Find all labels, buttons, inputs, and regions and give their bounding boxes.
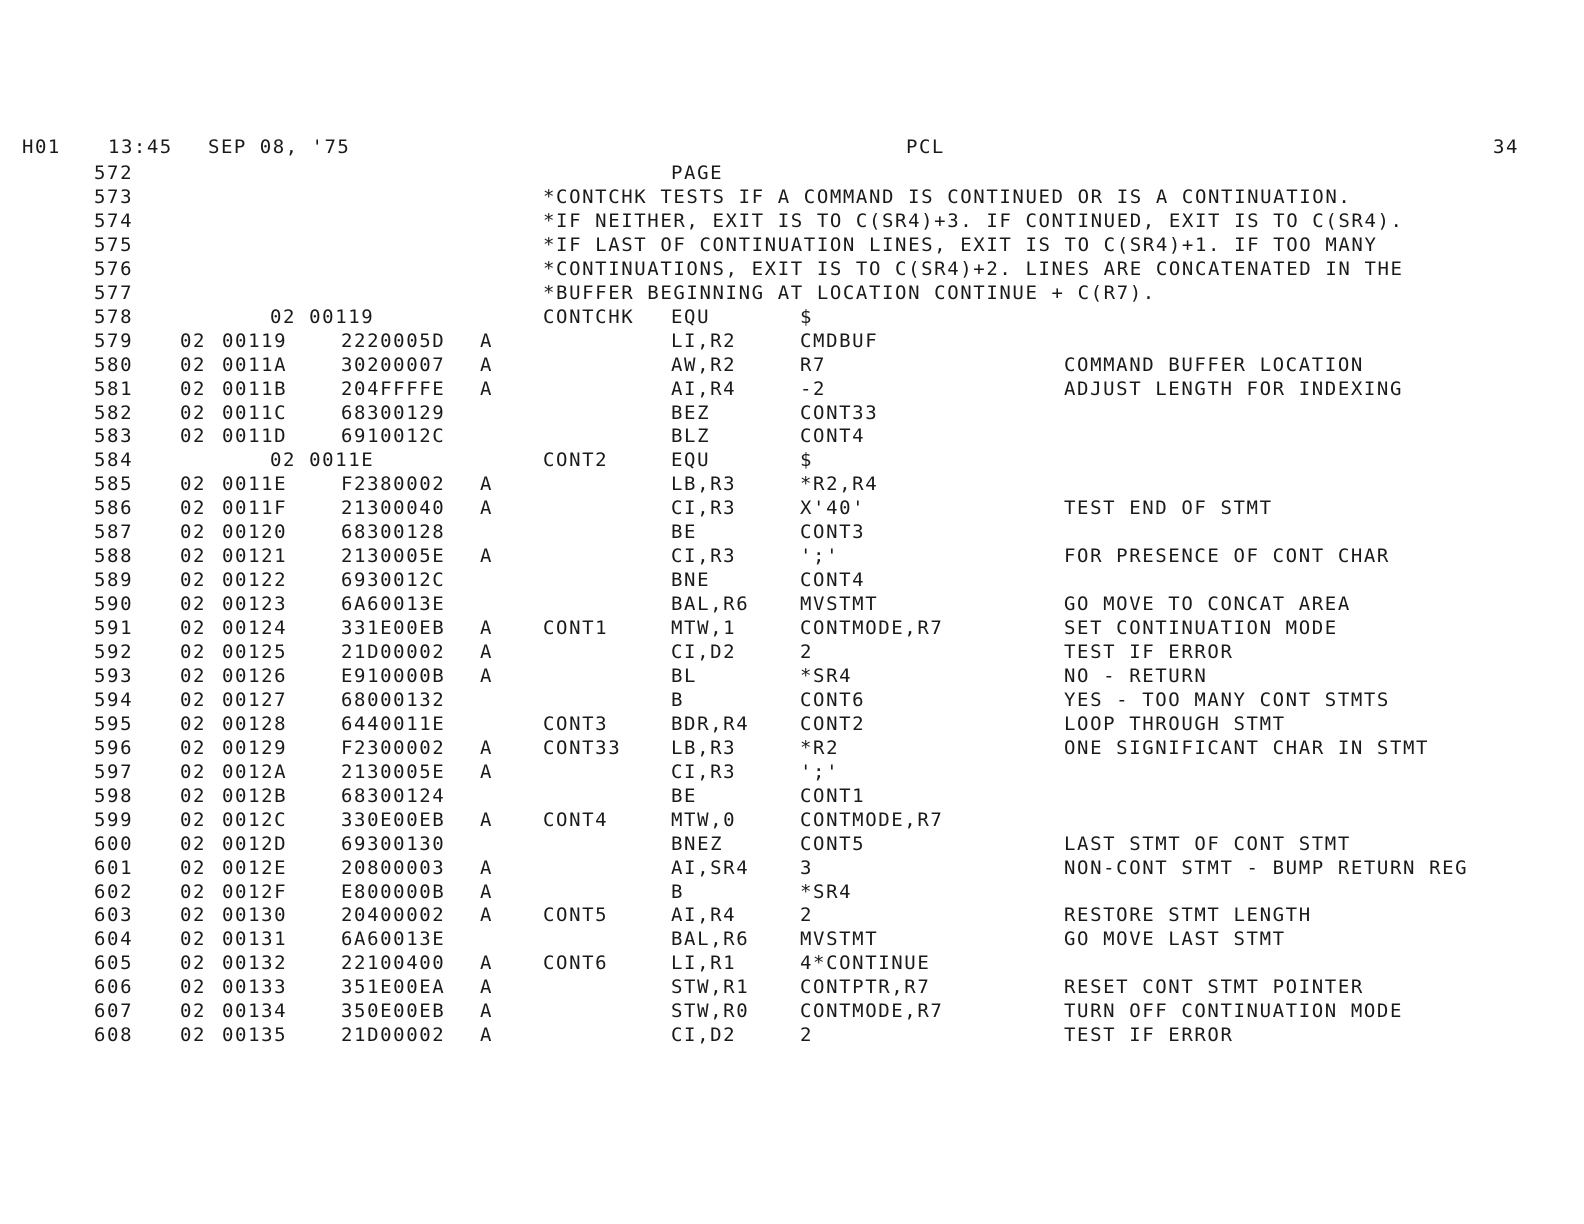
line-number: 585 [94,473,134,495]
listing-line [0,402,1584,425]
line-number: 603 [94,904,134,926]
operand: CONTMODE,R7 [800,617,944,639]
section-number: 02 [180,545,207,567]
relocation-flag: A [480,976,494,998]
operand: ';' [800,545,840,567]
opcode: CI,R3 [671,497,737,519]
address: 00135 [222,1024,288,1046]
listing-line [0,881,1584,904]
address: 00123 [222,593,288,615]
address: 00133 [222,976,288,998]
operand: $ [800,449,814,471]
listing-line [0,689,1584,712]
object-code: 6440011E [341,713,446,735]
section-number: 02 [180,952,207,974]
operand: $ [800,306,814,328]
line-number: 602 [94,881,134,903]
address: 0011A [222,354,288,376]
object-code: 68300129 [341,402,446,424]
line-number: 604 [94,928,134,950]
address: 0011E [222,473,288,495]
listing-line [0,473,1584,496]
object-code: 69300130 [341,833,446,855]
relocation-flag: A [480,809,494,831]
opcode: LB,R3 [671,737,737,759]
line-number: 573 [94,186,134,208]
relocation-flag: A [480,354,494,376]
opcode: PAGE [671,162,724,184]
listing-line [0,282,1584,305]
line-number: 601 [94,857,134,879]
header-id: H01 [22,136,61,158]
relocation-flag: A [480,737,494,759]
opcode: LI,R1 [671,952,737,974]
operand: CONT3 [800,521,866,543]
listing-line [0,928,1584,951]
operand: *SR4 [800,881,853,903]
address: 00124 [222,617,288,639]
comment: ONE SIGNIFICANT CHAR IN STMT [1064,737,1430,759]
label: CONT6 [543,952,609,974]
listing-line [0,785,1584,808]
comment-line: *IF LAST OF CONTINUATION LINES, EXIT IS TO C(SR4)+1. IF TOO MANY [543,234,1378,256]
comment-line: *BUFFER BEGINNING AT LOCATION CONTINUE + C(R7). [543,282,1156,304]
object-code: 6A60013E [341,928,446,950]
section-number: 02 [180,521,207,543]
relocation-flag: A [480,761,494,783]
equate-value: 02 0011E [270,449,375,471]
relocation-flag: A [480,1024,494,1046]
section-number: 02 [180,689,207,711]
opcode: BDR,R4 [671,713,750,735]
line-number: 583 [94,425,134,447]
address: 0012F [222,881,288,903]
section-number: 02 [180,737,207,759]
section-number: 02 [180,378,207,400]
line-number: 586 [94,497,134,519]
address: 00121 [222,545,288,567]
comment-line: *CONTINUATIONS, EXIT IS TO C(SR4)+2. LINES ARE CONCATENATED IN THE [543,258,1404,280]
section-number: 02 [180,569,207,591]
address: 0011D [222,425,288,447]
line-number: 575 [94,234,134,256]
line-number: 587 [94,521,134,543]
comment: RESET CONT STMT POINTER [1064,976,1364,998]
section-number: 02 [180,881,207,903]
operand: CMDBUF [800,330,879,352]
operand: CONT6 [800,689,866,711]
relocation-flag: A [480,545,494,567]
object-code: 21300040 [341,497,446,519]
line-number: 579 [94,330,134,352]
address: 00129 [222,737,288,759]
line-number: 606 [94,976,134,998]
relocation-flag: A [480,330,494,352]
operand: ';' [800,761,840,783]
listing-line [0,569,1584,592]
operand: MVSTMT [800,928,879,950]
line-number: 594 [94,689,134,711]
operand: 2 [800,1024,814,1046]
line-number: 574 [94,210,134,232]
object-code: 68000132 [341,689,446,711]
object-code: 30200007 [341,354,446,376]
object-code: 22100400 [341,952,446,974]
object-code: F2300002 [341,737,446,759]
listing-line [0,904,1584,927]
opcode: BAL,R6 [671,593,750,615]
listing-line [0,306,1584,329]
listing-line [0,1024,1584,1047]
line-number: 590 [94,593,134,615]
listing-line [0,713,1584,736]
opcode: STW,R1 [671,976,750,998]
comment: ADJUST LENGTH FOR INDEXING [1064,378,1404,400]
section-number: 02 [180,857,207,879]
object-code: 331E00EB [341,617,446,639]
operand: CONT2 [800,713,866,735]
section-number: 02 [180,473,207,495]
operand: -2 [800,378,827,400]
section-number: 02 [180,761,207,783]
opcode: MTW,0 [671,809,737,831]
listing-line [0,641,1584,664]
listing-line [0,593,1584,616]
address: 0012B [222,785,288,807]
comment: YES - TOO MANY CONT STMTS [1064,689,1390,711]
label: CONT5 [543,904,609,926]
relocation-flag: A [480,952,494,974]
opcode: BLZ [671,425,711,447]
relocation-flag: A [480,857,494,879]
section-number: 02 [180,425,207,447]
comment: NO - RETURN [1064,665,1208,687]
listing-line [0,210,1584,233]
listing-line [0,617,1584,640]
section-number: 02 [180,330,207,352]
object-code: 351E00EA [341,976,446,998]
object-code: 6930012C [341,569,446,591]
section-number: 02 [180,665,207,687]
equate-value: 02 00119 [270,306,375,328]
comment: RESTORE STMT LENGTH [1064,904,1312,926]
object-code: 6910012C [341,425,446,447]
object-code: E910000B [341,665,446,687]
line-number: 581 [94,378,134,400]
listing-line [0,186,1584,209]
object-code: 21D00002 [341,641,446,663]
address: 0012D [222,833,288,855]
listing-line [0,354,1584,377]
header-time: 13:45 [108,136,173,158]
listing-line [0,545,1584,568]
listing-line [0,1000,1584,1023]
line-number: 597 [94,761,134,783]
relocation-flag: A [480,473,494,495]
comment: TEST IF ERROR [1064,1024,1234,1046]
operand: CONT4 [800,569,866,591]
line-number: 599 [94,809,134,831]
address: 00125 [222,641,288,663]
object-code: 21D00002 [341,1024,446,1046]
address: 00122 [222,569,288,591]
line-number: 595 [94,713,134,735]
opcode: MTW,1 [671,617,737,639]
operand: 4*CONTINUE [800,952,931,974]
comment: TEST IF ERROR [1064,641,1234,663]
line-number: 598 [94,785,134,807]
listing-line [0,976,1584,999]
object-code: 2130005E [341,545,446,567]
listing-line [0,330,1584,353]
section-number: 02 [180,809,207,831]
comment-line: *IF NEITHER, EXIT IS TO C(SR4)+3. IF CONTINUED, EXIT IS TO C(SR4). [543,210,1404,232]
relocation-flag: A [480,665,494,687]
relocation-flag: A [480,904,494,926]
opcode: CI,R3 [671,545,737,567]
section-number: 02 [180,928,207,950]
comment: LAST STMT OF CONT STMT [1064,833,1351,855]
comment-line: *CONTCHK TESTS IF A COMMAND IS CONTINUED OR IS A CONTINUATION. [543,186,1352,208]
line-number: 584 [94,449,134,471]
address: 0011B [222,378,288,400]
address: 00128 [222,713,288,735]
opcode: BAL,R6 [671,928,750,950]
label: CONTCHK [543,306,635,328]
opcode: B [671,881,685,903]
listing-line [0,952,1584,975]
section-number: 02 [180,593,207,615]
relocation-flag: A [480,378,494,400]
address: 0011F [222,497,288,519]
opcode: AI,SR4 [671,857,750,879]
listing-line [0,378,1584,401]
opcode: AW,R2 [671,354,737,376]
opcode: BEZ [671,402,711,424]
operand: X'40' [800,497,866,519]
comment: TEST END OF STMT [1064,497,1273,519]
label: CONT4 [543,809,609,831]
listing-line [0,521,1584,544]
object-code: 204FFFFE [341,378,446,400]
section-number: 02 [180,833,207,855]
opcode: EQU [671,306,711,328]
object-code: 330E00EB [341,809,446,831]
section-number: 02 [180,354,207,376]
section-number: 02 [180,1000,207,1022]
operand: CONTPTR,R7 [800,976,931,998]
header-program: PCL [906,136,945,158]
listing-line [0,737,1584,760]
opcode: BNEZ [671,833,724,855]
listing-line [0,162,1584,185]
comment: COMMAND BUFFER LOCATION [1064,354,1364,376]
listing-line [0,809,1584,832]
comment: GO MOVE TO CONCAT AREA [1064,593,1351,615]
label: CONT1 [543,617,609,639]
line-number: 605 [94,952,134,974]
line-number: 582 [94,402,134,424]
listing-line [0,449,1584,472]
opcode: AI,R4 [671,378,737,400]
section-number: 02 [180,617,207,639]
label: CONT3 [543,713,609,735]
line-number: 580 [94,354,134,376]
address: 00119 [222,330,288,352]
line-number: 593 [94,665,134,687]
line-number: 577 [94,282,134,304]
operand: *R2,R4 [800,473,879,495]
object-code: 2130005E [341,761,446,783]
opcode: CI,D2 [671,641,737,663]
address: 00130 [222,904,288,926]
opcode: LB,R3 [671,473,737,495]
address: 0012E [222,857,288,879]
line-number: 589 [94,569,134,591]
object-code: F2380002 [341,473,446,495]
address: 00132 [222,952,288,974]
listing-line [0,425,1584,448]
listing-line [0,665,1584,688]
address: 00120 [222,521,288,543]
object-code: 20800003 [341,857,446,879]
relocation-flag: A [480,881,494,903]
line-number: 608 [94,1024,134,1046]
section-number: 02 [180,641,207,663]
header-page-number: 34 [1493,136,1519,158]
operand: 2 [800,904,814,926]
opcode: STW,R0 [671,1000,750,1022]
line-number: 572 [94,162,134,184]
object-code: 68300124 [341,785,446,807]
section-number: 02 [180,785,207,807]
address: 00131 [222,928,288,950]
line-number: 596 [94,737,134,759]
address: 0011C [222,402,288,424]
line-number: 607 [94,1000,134,1022]
section-number: 02 [180,713,207,735]
object-code: 2220005D [341,330,446,352]
operand: CONT4 [800,425,866,447]
comment: FOR PRESENCE OF CONT CHAR [1064,545,1390,567]
operand: R7 [800,354,827,376]
operand: CONT5 [800,833,866,855]
operand: CONTMODE,R7 [800,809,944,831]
section-number: 02 [180,497,207,519]
comment: NON-CONT STMT - BUMP RETURN REG [1064,857,1469,879]
opcode: EQU [671,449,711,471]
relocation-flag: A [480,617,494,639]
operand: CONTMODE,R7 [800,1000,944,1022]
relocation-flag: A [480,641,494,663]
listing-line [0,761,1584,784]
address: 00134 [222,1000,288,1022]
section-number: 02 [180,402,207,424]
opcode: B [671,689,685,711]
address: 0012C [222,809,288,831]
listing-line [0,497,1584,520]
line-number: 600 [94,833,134,855]
comment: GO MOVE LAST STMT [1064,928,1286,950]
opcode: LI,R2 [671,330,737,352]
section-number: 02 [180,1024,207,1046]
comment: LOOP THROUGH STMT [1064,713,1286,735]
operand: *SR4 [800,665,853,687]
address: 0012A [222,761,288,783]
object-code: 68300128 [341,521,446,543]
listing-line [0,833,1584,856]
relocation-flag: A [480,1000,494,1022]
comment: TURN OFF CONTINUATION MODE [1064,1000,1404,1022]
operand: CONT33 [800,402,879,424]
operand: MVSTMT [800,593,879,615]
label: CONT2 [543,449,609,471]
line-number: 578 [94,306,134,328]
opcode: BE [671,521,698,543]
object-code: E800000B [341,881,446,903]
opcode: BL [671,665,698,687]
operand: 3 [800,857,814,879]
section-number: 02 [180,976,207,998]
opcode: CI,R3 [671,761,737,783]
object-code: 20400002 [341,904,446,926]
opcode: AI,R4 [671,904,737,926]
line-number: 588 [94,545,134,567]
listing-line [0,234,1584,257]
object-code: 6A60013E [341,593,446,615]
header-date: SEP 08, '75 [208,136,351,158]
opcode: BNE [671,569,711,591]
comment: SET CONTINUATION MODE [1064,617,1338,639]
line-number: 576 [94,258,134,280]
line-number: 592 [94,641,134,663]
listing-line [0,857,1584,880]
opcode: BE [671,785,698,807]
line-number: 591 [94,617,134,639]
address: 00126 [222,665,288,687]
operand: *R2 [800,737,840,759]
opcode: CI,D2 [671,1024,737,1046]
listing-line [0,258,1584,281]
object-code: 350E00EB [341,1000,446,1022]
relocation-flag: A [480,497,494,519]
address: 00127 [222,689,288,711]
operand: CONT1 [800,785,866,807]
section-number: 02 [180,904,207,926]
operand: 2 [800,641,814,663]
label: CONT33 [543,737,622,759]
